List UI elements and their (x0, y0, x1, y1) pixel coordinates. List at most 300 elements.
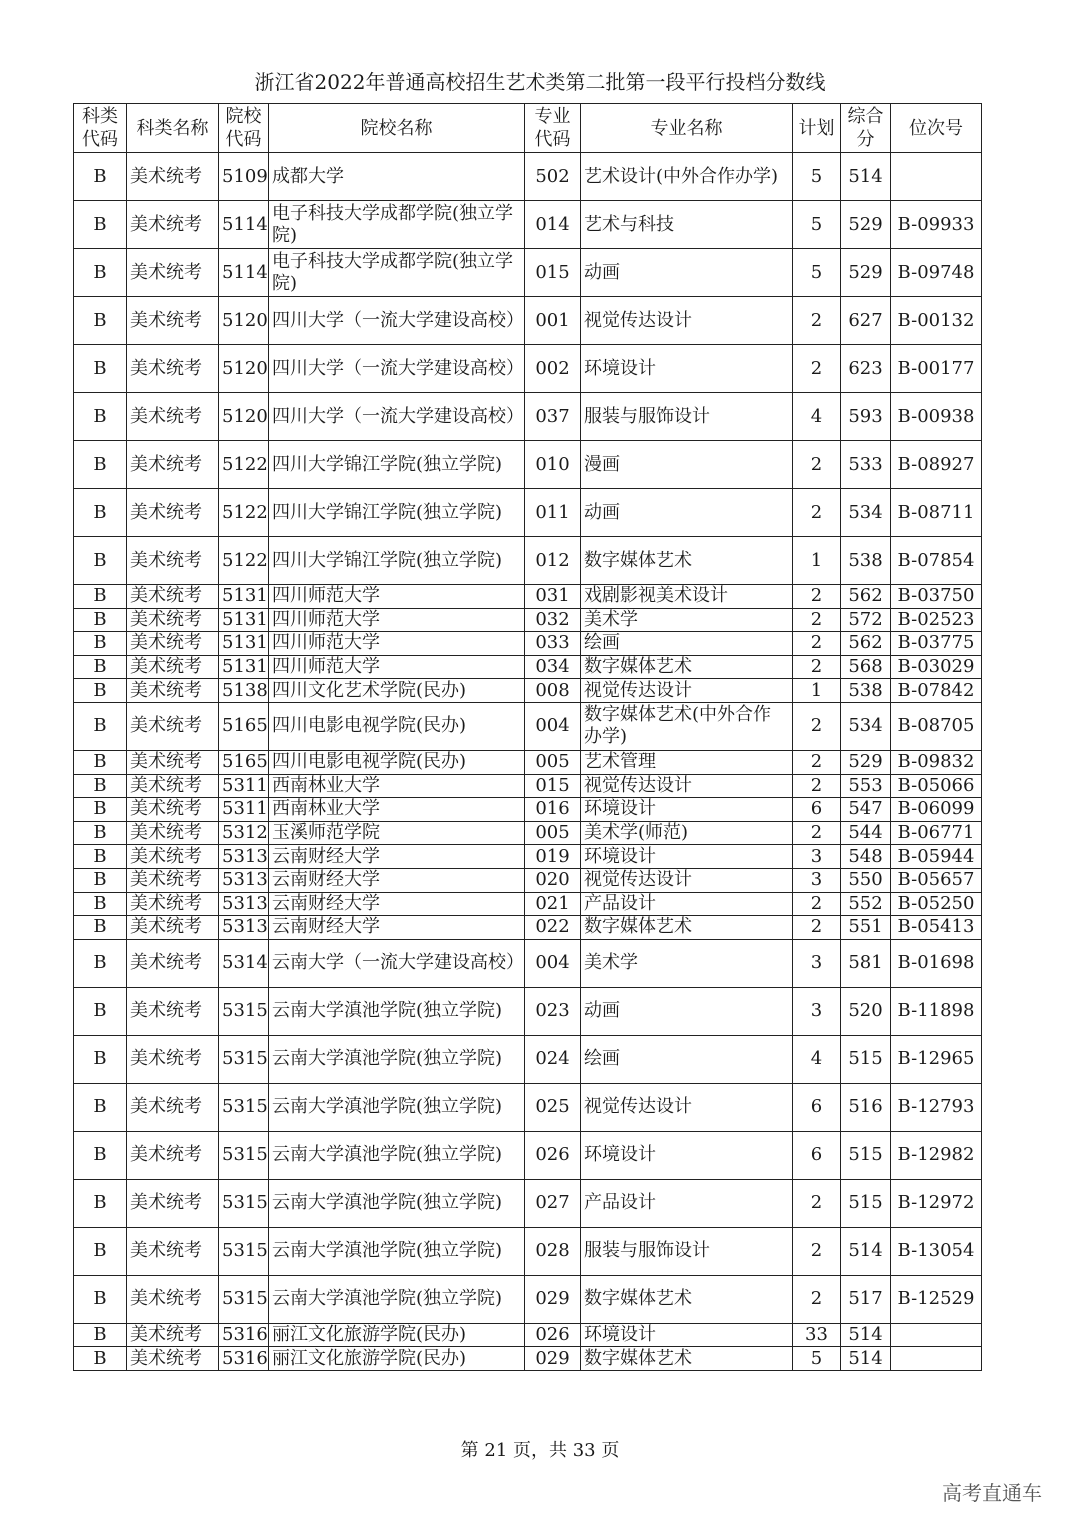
rank-cell: B-07842 (891, 679, 982, 703)
category-name-cell: 美术统考 (127, 798, 219, 822)
rank-cell: B-09933 (891, 201, 982, 249)
major-name-cell: 美术学 (581, 608, 793, 632)
admission-score-table (73, 103, 982, 1371)
major-name-cell: 美术学 (581, 939, 793, 987)
table-row (74, 1179, 982, 1227)
rank-cell: B-08711 (891, 489, 982, 537)
major-code-cell: 024 (525, 1035, 581, 1083)
category-code-cell: B (74, 750, 127, 774)
table-row (74, 679, 982, 703)
school-name-cell: 玉溪师范学院 (269, 821, 525, 845)
category-code-cell: B (74, 201, 127, 249)
plan-count-cell: 5 (793, 153, 841, 201)
table-row (74, 892, 982, 916)
category-name-cell: 美术统考 (127, 1179, 219, 1227)
school-code-cell: 5131 (219, 585, 269, 609)
major-code-cell: 015 (525, 774, 581, 798)
category-name-cell: 美术统考 (127, 939, 219, 987)
category-code-cell: B (74, 987, 127, 1035)
major-code-cell: 019 (525, 845, 581, 869)
category-name-cell: 美术统考 (127, 393, 219, 441)
rank-cell (891, 1323, 982, 1347)
header-cell: 科类代码 (74, 104, 127, 153)
major-code-cell: 037 (525, 393, 581, 441)
plan-count-cell: 2 (793, 1179, 841, 1227)
school-name-cell: 云南大学滇池学院(独立学院) (269, 1131, 525, 1179)
major-name-cell: 服装与服饰设计 (581, 1227, 793, 1275)
rank-cell: B-01698 (891, 939, 982, 987)
school-name-cell: 四川电影电视学院(民办) (269, 702, 525, 750)
category-code-cell: B (74, 1179, 127, 1227)
category-code-cell: B (74, 345, 127, 393)
school-code-cell: 5311 (219, 798, 269, 822)
score-cell: 538 (841, 537, 891, 585)
category-name-cell: 美术统考 (127, 201, 219, 249)
table-row (74, 1227, 982, 1275)
major-name-cell: 环境设计 (581, 845, 793, 869)
plan-count-cell: 2 (793, 608, 841, 632)
major-code-cell: 005 (525, 821, 581, 845)
rank-cell: B-05413 (891, 916, 982, 940)
category-name-cell: 美术统考 (127, 892, 219, 916)
major-code-cell: 008 (525, 679, 581, 703)
category-code-cell: B (74, 153, 127, 201)
table-row (74, 585, 982, 609)
category-code-cell: B (74, 1323, 127, 1347)
page-number: 第 21 页，共 33 页 (460, 1440, 620, 1461)
major-code-cell: 029 (525, 1275, 581, 1323)
table-row (74, 1083, 982, 1131)
rank-cell (891, 1347, 982, 1371)
major-code-cell: 014 (525, 201, 581, 249)
score-cell: 562 (841, 585, 891, 609)
school-name-cell: 云南大学滇池学院(独立学院) (269, 1275, 525, 1323)
category-name-cell: 美术统考 (127, 153, 219, 201)
major-code-cell: 031 (525, 585, 581, 609)
category-code-cell: B (74, 774, 127, 798)
school-name-cell: 四川师范大学 (269, 632, 525, 656)
school-code-cell: 5122 (219, 441, 269, 489)
score-cell: 529 (841, 249, 891, 297)
category-code-cell: B (74, 632, 127, 656)
table-row (74, 798, 982, 822)
score-cell: 551 (841, 916, 891, 940)
header-cell: 专业名称 (581, 104, 793, 153)
school-name-cell: 云南大学滇池学院(独立学院) (269, 1083, 525, 1131)
major-code-cell: 004 (525, 702, 581, 750)
rank-cell: B-12793 (891, 1083, 982, 1131)
school-code-cell: 5315 (219, 1179, 269, 1227)
school-name-cell: 四川文化艺术学院(民办) (269, 679, 525, 703)
major-code-cell: 020 (525, 868, 581, 892)
category-code-cell: B (74, 892, 127, 916)
school-code-cell: 5120 (219, 345, 269, 393)
category-code-cell: B (74, 1083, 127, 1131)
table-row (74, 608, 982, 632)
category-code-cell: B (74, 679, 127, 703)
plan-count-cell: 4 (793, 393, 841, 441)
category-code-cell: B (74, 585, 127, 609)
school-name-cell: 西南林业大学 (269, 774, 525, 798)
plan-count-cell: 2 (793, 1275, 841, 1323)
school-name-cell: 四川大学锦江学院(独立学院) (269, 489, 525, 537)
school-code-cell: 5109 (219, 153, 269, 201)
category-name-cell: 美术统考 (127, 916, 219, 940)
score-cell: 517 (841, 1275, 891, 1323)
score-cell: 516 (841, 1083, 891, 1131)
school-name-cell: 云南大学（一流大学建设高校） (269, 939, 525, 987)
school-code-cell: 5314 (219, 939, 269, 987)
table-row (74, 153, 982, 201)
header-cell: 院校代码 (219, 104, 269, 153)
table-row (74, 750, 982, 774)
school-code-cell: 5131 (219, 632, 269, 656)
school-code-cell: 5313 (219, 845, 269, 869)
plan-count-cell: 5 (793, 249, 841, 297)
major-name-cell: 视觉传达设计 (581, 679, 793, 703)
category-code-cell: B (74, 393, 127, 441)
table-row (74, 868, 982, 892)
school-code-cell: 5114 (219, 249, 269, 297)
school-name-cell: 云南大学滇池学院(独立学院) (269, 987, 525, 1035)
rank-cell: B-12529 (891, 1275, 982, 1323)
category-name-cell: 美术统考 (127, 655, 219, 679)
rank-cell: B-09832 (891, 750, 982, 774)
header-cell: 综合分 (841, 104, 891, 153)
plan-count-cell: 2 (793, 750, 841, 774)
score-cell: 548 (841, 845, 891, 869)
category-name-cell: 美术统考 (127, 750, 219, 774)
school-code-cell: 5138 (219, 679, 269, 703)
rank-cell: B-12982 (891, 1131, 982, 1179)
rank-cell: B-03029 (891, 655, 982, 679)
category-name-cell: 美术统考 (127, 632, 219, 656)
major-name-cell: 产品设计 (581, 892, 793, 916)
major-code-cell: 001 (525, 297, 581, 345)
school-code-cell: 5131 (219, 608, 269, 632)
major-code-cell: 027 (525, 1179, 581, 1227)
table-row (74, 249, 982, 297)
category-name-cell: 美术统考 (127, 1323, 219, 1347)
table-row (74, 1323, 982, 1347)
category-code-cell: B (74, 939, 127, 987)
school-name-cell: 四川大学（一流大学建设高校） (269, 297, 525, 345)
score-cell: 547 (841, 798, 891, 822)
school-code-cell: 5315 (219, 1083, 269, 1131)
score-cell: 572 (841, 608, 891, 632)
category-name-cell: 美术统考 (127, 489, 219, 537)
rank-cell: B-03750 (891, 585, 982, 609)
school-code-cell: 5120 (219, 297, 269, 345)
score-cell: 581 (841, 939, 891, 987)
table-row (74, 774, 982, 798)
table-row (74, 1131, 982, 1179)
major-code-cell: 032 (525, 608, 581, 632)
major-name-cell: 漫画 (581, 441, 793, 489)
major-code-cell: 015 (525, 249, 581, 297)
table-row (74, 845, 982, 869)
category-name-cell: 美术统考 (127, 249, 219, 297)
category-code-cell: B (74, 868, 127, 892)
category-code-cell: B (74, 297, 127, 345)
plan-count-cell: 2 (793, 297, 841, 345)
category-name-cell: 美术统考 (127, 679, 219, 703)
major-name-cell: 视觉传达设计 (581, 1083, 793, 1131)
plan-count-cell: 2 (793, 702, 841, 750)
score-cell: 627 (841, 297, 891, 345)
plan-count-cell: 1 (793, 679, 841, 703)
major-code-cell: 010 (525, 441, 581, 489)
plan-count-cell: 6 (793, 1083, 841, 1131)
major-name-cell: 艺术管理 (581, 750, 793, 774)
plan-count-cell: 3 (793, 987, 841, 1035)
major-code-cell: 023 (525, 987, 581, 1035)
plan-count-cell: 2 (793, 892, 841, 916)
major-name-cell: 绘画 (581, 1035, 793, 1083)
major-name-cell: 视觉传达设计 (581, 297, 793, 345)
category-code-cell: B (74, 916, 127, 940)
school-code-cell: 5315 (219, 1275, 269, 1323)
score-cell: 534 (841, 702, 891, 750)
plan-count-cell: 2 (793, 1227, 841, 1275)
score-cell: 514 (841, 1347, 891, 1371)
major-name-cell: 数字媒体艺术 (581, 916, 793, 940)
score-cell: 514 (841, 1227, 891, 1275)
table-row (74, 201, 982, 249)
major-code-cell: 016 (525, 798, 581, 822)
major-name-cell: 戏剧影视美术设计 (581, 585, 793, 609)
rank-cell: B-08705 (891, 702, 982, 750)
score-cell: 529 (841, 750, 891, 774)
plan-count-cell: 5 (793, 1347, 841, 1371)
category-name-cell: 美术统考 (127, 345, 219, 393)
category-name-cell: 美术统考 (127, 868, 219, 892)
school-name-cell: 四川师范大学 (269, 655, 525, 679)
school-name-cell: 云南大学滇池学院(独立学院) (269, 1179, 525, 1227)
plan-count-cell: 3 (793, 845, 841, 869)
school-name-cell: 成都大学 (269, 153, 525, 201)
score-cell: 515 (841, 1131, 891, 1179)
school-name-cell: 云南财经大学 (269, 892, 525, 916)
category-name-cell: 美术统考 (127, 1035, 219, 1083)
table-row (74, 1275, 982, 1323)
major-code-cell: 025 (525, 1083, 581, 1131)
rank-cell: B-00132 (891, 297, 982, 345)
school-code-cell: 5313 (219, 916, 269, 940)
category-name-cell: 美术统考 (127, 702, 219, 750)
major-name-cell: 服装与服饰设计 (581, 393, 793, 441)
category-name-cell: 美术统考 (127, 297, 219, 345)
school-code-cell: 5315 (219, 1227, 269, 1275)
score-cell: 515 (841, 1179, 891, 1227)
rank-cell: B-08927 (891, 441, 982, 489)
category-code-cell: B (74, 821, 127, 845)
school-code-cell: 5114 (219, 201, 269, 249)
plan-count-cell: 2 (793, 821, 841, 845)
school-name-cell: 四川师范大学 (269, 608, 525, 632)
school-name-cell: 云南大学滇池学院(独立学院) (269, 1227, 525, 1275)
plan-count-cell: 3 (793, 939, 841, 987)
major-code-cell: 022 (525, 916, 581, 940)
category-code-cell: B (74, 1347, 127, 1371)
major-name-cell: 环境设计 (581, 345, 793, 393)
category-code-cell: B (74, 249, 127, 297)
score-cell: 514 (841, 153, 891, 201)
school-name-cell: 四川大学（一流大学建设高校） (269, 393, 525, 441)
school-name-cell: 云南财经大学 (269, 868, 525, 892)
major-code-cell: 502 (525, 153, 581, 201)
major-name-cell: 艺术与科技 (581, 201, 793, 249)
category-code-cell: B (74, 798, 127, 822)
major-code-cell: 004 (525, 939, 581, 987)
school-code-cell: 5313 (219, 868, 269, 892)
school-code-cell: 5316 (219, 1347, 269, 1371)
plan-count-cell: 2 (793, 916, 841, 940)
table-row (74, 537, 982, 585)
rank-cell: B-11898 (891, 987, 982, 1035)
school-code-cell: 5122 (219, 489, 269, 537)
rank-cell (891, 153, 982, 201)
category-code-cell: B (74, 1035, 127, 1083)
category-code-cell: B (74, 537, 127, 585)
major-code-cell: 002 (525, 345, 581, 393)
major-code-cell: 034 (525, 655, 581, 679)
score-cell: 562 (841, 632, 891, 656)
category-name-cell: 美术统考 (127, 1275, 219, 1323)
school-name-cell: 云南财经大学 (269, 845, 525, 869)
plan-count-cell: 2 (793, 632, 841, 656)
school-code-cell: 5120 (219, 393, 269, 441)
category-name-cell: 美术统考 (127, 1083, 219, 1131)
major-name-cell: 动画 (581, 249, 793, 297)
school-name-cell: 四川电影电视学院(民办) (269, 750, 525, 774)
school-code-cell: 5312 (219, 821, 269, 845)
rank-cell: B-07854 (891, 537, 982, 585)
rank-cell: B-06099 (891, 798, 982, 822)
plan-count-cell: 6 (793, 798, 841, 822)
school-code-cell: 5311 (219, 774, 269, 798)
plan-count-cell: 2 (793, 489, 841, 537)
school-code-cell: 5165 (219, 750, 269, 774)
school-name-cell: 西南林业大学 (269, 798, 525, 822)
table-row (74, 916, 982, 940)
plan-count-cell: 2 (793, 441, 841, 489)
score-cell: 593 (841, 393, 891, 441)
major-code-cell: 012 (525, 537, 581, 585)
category-code-cell: B (74, 441, 127, 489)
category-code-cell: B (74, 1227, 127, 1275)
table-row (74, 1347, 982, 1371)
header-cell: 专业代码 (525, 104, 581, 153)
watermark: 高考直通车 (942, 1481, 1042, 1505)
table-row (74, 393, 982, 441)
score-cell: 514 (841, 1323, 891, 1347)
major-name-cell: 环境设计 (581, 1323, 793, 1347)
rank-cell: B-02523 (891, 608, 982, 632)
major-code-cell: 021 (525, 892, 581, 916)
school-name-cell: 丽江文化旅游学院(民办) (269, 1347, 525, 1371)
table-row (74, 489, 982, 537)
category-name-cell: 美术统考 (127, 987, 219, 1035)
school-name-cell: 四川师范大学 (269, 585, 525, 609)
score-cell: 515 (841, 1035, 891, 1083)
table-row (74, 821, 982, 845)
score-cell: 550 (841, 868, 891, 892)
document-title: 浙江省2022年普通高校招生艺术类第二批第一段平行投档分数线 (254, 70, 826, 94)
table-row (74, 632, 982, 656)
major-name-cell: 美术学(师范) (581, 821, 793, 845)
rank-cell: B-09748 (891, 249, 982, 297)
category-name-cell: 美术统考 (127, 441, 219, 489)
category-name-cell: 美术统考 (127, 585, 219, 609)
rank-cell: B-05944 (891, 845, 982, 869)
rank-cell: B-00938 (891, 393, 982, 441)
score-cell: 529 (841, 201, 891, 249)
table-header-row (74, 104, 982, 153)
major-code-cell: 033 (525, 632, 581, 656)
major-name-cell: 环境设计 (581, 798, 793, 822)
category-code-cell: B (74, 1131, 127, 1179)
major-name-cell: 数字媒体艺术 (581, 655, 793, 679)
school-name-cell: 电子科技大学成都学院(独立学院) (269, 201, 525, 249)
rank-cell: B-06771 (891, 821, 982, 845)
plan-count-cell: 3 (793, 868, 841, 892)
school-name-cell: 丽江文化旅游学院(民办) (269, 1323, 525, 1347)
major-name-cell: 艺术设计(中外合作办学) (581, 153, 793, 201)
category-code-cell: B (74, 702, 127, 750)
header-cell: 科类名称 (127, 104, 219, 153)
school-code-cell: 5315 (219, 1035, 269, 1083)
rank-cell: B-12965 (891, 1035, 982, 1083)
major-code-cell: 011 (525, 489, 581, 537)
plan-count-cell: 5 (793, 201, 841, 249)
school-code-cell: 5313 (219, 892, 269, 916)
score-cell: 544 (841, 821, 891, 845)
header-cell: 位次号 (891, 104, 982, 153)
score-cell: 568 (841, 655, 891, 679)
rank-cell: B-05250 (891, 892, 982, 916)
major-name-cell: 动画 (581, 987, 793, 1035)
major-code-cell: 005 (525, 750, 581, 774)
category-name-cell: 美术统考 (127, 845, 219, 869)
score-cell: 623 (841, 345, 891, 393)
plan-count-cell: 6 (793, 1131, 841, 1179)
plan-count-cell: 2 (793, 585, 841, 609)
category-name-cell: 美术统考 (127, 1131, 219, 1179)
major-name-cell: 数字媒体艺术(中外合作办学) (581, 702, 793, 750)
plan-count-cell: 2 (793, 774, 841, 798)
plan-count-cell: 33 (793, 1323, 841, 1347)
plan-count-cell: 1 (793, 537, 841, 585)
score-cell: 553 (841, 774, 891, 798)
major-name-cell: 数字媒体艺术 (581, 1275, 793, 1323)
school-code-cell: 5165 (219, 702, 269, 750)
major-name-cell: 数字媒体艺术 (581, 1347, 793, 1371)
major-code-cell: 028 (525, 1227, 581, 1275)
table-row (74, 987, 982, 1035)
score-cell: 552 (841, 892, 891, 916)
category-code-cell: B (74, 655, 127, 679)
rank-cell: B-03775 (891, 632, 982, 656)
table-row (74, 1035, 982, 1083)
category-name-cell: 美术统考 (127, 1227, 219, 1275)
table-row (74, 702, 982, 750)
school-code-cell: 5315 (219, 1131, 269, 1179)
score-cell: 534 (841, 489, 891, 537)
plan-count-cell: 2 (793, 345, 841, 393)
header-cell: 计划 (793, 104, 841, 153)
category-name-cell: 美术统考 (127, 537, 219, 585)
